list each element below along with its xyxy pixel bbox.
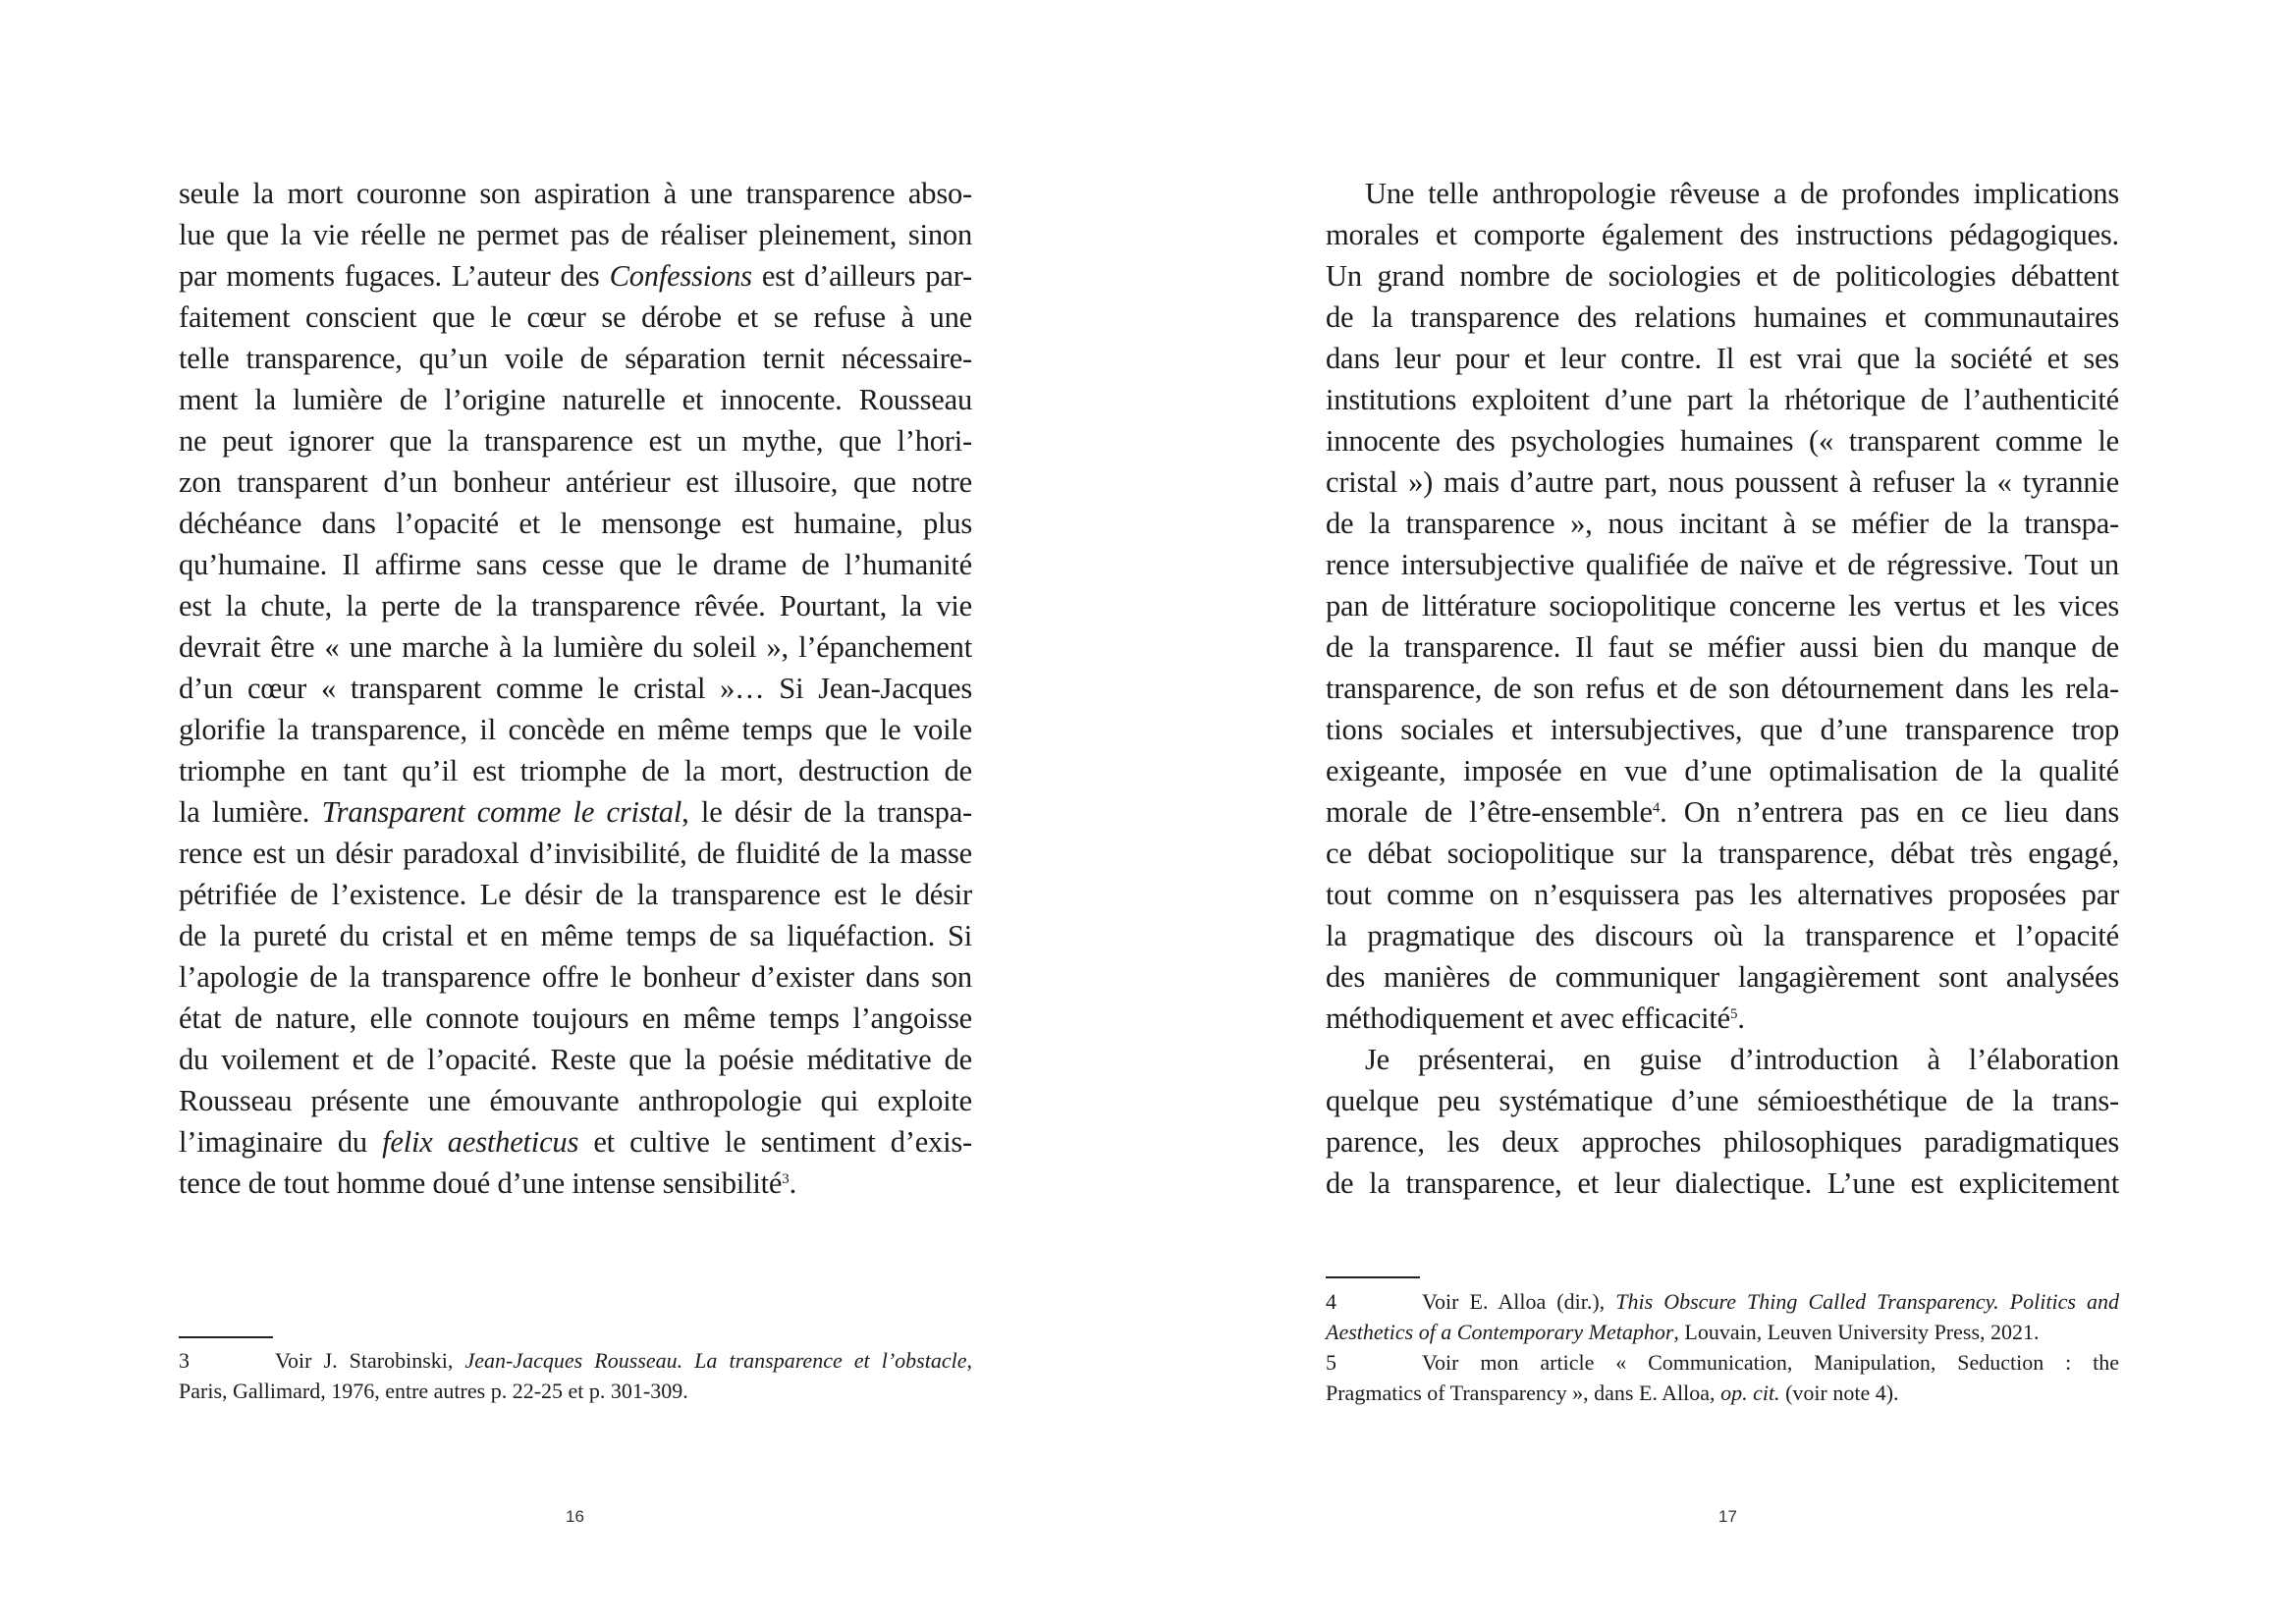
text-line: cristal ») mais d’autre part, nous poussent à refuser la « tyrannie bbox=[1326, 465, 2119, 499]
text-line: tout comme on n’esquissera pas les alternatives proposées par bbox=[1326, 878, 2119, 911]
footnote-number: 3 bbox=[179, 1348, 190, 1373]
footnote-line: 4 Voir E. Alloa (dir.), This Obscure Thing Called Transparency. Politics and bbox=[1326, 1286, 2119, 1317]
footnote-number: 5 bbox=[1326, 1350, 1336, 1375]
text-line: lue que la vie réelle ne permet pas de réaliser pleinement, sinon bbox=[179, 218, 972, 251]
text-line: de la transparence. Il faut se méfier aussi bien du manque de bbox=[1326, 630, 2119, 664]
text-line: du voilement et de l’opacité. Reste que la poésie méditative de bbox=[179, 1043, 972, 1076]
text-line: par moments fugaces. L’auteur des Confessions est d’ailleurs par- bbox=[179, 259, 972, 293]
footnote-line: 5 Voir mon article « Communication, Manipulation, Seduction : the bbox=[1326, 1347, 2119, 1378]
text-line: de la pureté du cristal et en même temps de sa liquéfaction. Si bbox=[179, 919, 972, 952]
text-line: ment la lumière de l’origine naturelle et innocente. Rousseau bbox=[179, 383, 972, 416]
text-line: glorifie la transparence, il concède en même temps que le voile bbox=[179, 713, 972, 746]
text-line: est la chute, la perte de la transparence rêvée. Pourtant, la vie bbox=[179, 589, 972, 623]
right-body-text bbox=[1326, 173, 2119, 1204]
right-page bbox=[1145, 0, 2289, 1624]
text-line: de la transparence, et leur dialectique. L’une est explicitement bbox=[1326, 1166, 2119, 1200]
text-line: faitement conscient que le cœur se dérobe et se refuse à une bbox=[179, 300, 972, 334]
text-line: quelque peu systématique d’une sémioesthétique de la trans- bbox=[1326, 1084, 2119, 1117]
text-line: de la transparence », nous incitant à se méfier de la transpa- bbox=[1326, 507, 2119, 540]
footnote-separator bbox=[1326, 1276, 1420, 1278]
italic-text: op. cit. bbox=[1720, 1380, 1780, 1405]
italic-text: Jean-Jacques Rousseau. La transparence et l’obstacle bbox=[464, 1348, 967, 1373]
text-line: morale de l’être-ensemble$^4$. On n’entrera pas en ce lieu dans bbox=[1326, 795, 2119, 829]
text-line: telle transparence, qu’un voile de séparation ternit nécessaire- bbox=[179, 342, 972, 375]
text-line: Une telle anthropologie rêveuse a de profondes implications bbox=[1365, 177, 2119, 210]
text-line: déchéance dans l’opacité et le mensonge est humaine, plus bbox=[179, 507, 972, 540]
page-number: 17 bbox=[1718, 1507, 1737, 1526]
text-line: triomphe en tant qu’il est triomphe de la mort, destruction de bbox=[179, 754, 972, 787]
footnote-separator bbox=[179, 1336, 273, 1338]
text-line: rence intersubjective qualifiée de naïve et de régressive. Tout un bbox=[1326, 548, 2119, 581]
text-line: des manières de communiquer langagièrement sont analysées bbox=[1326, 960, 2119, 994]
text-line: ce débat sociopolitique sur la transparence, débat très engagé, bbox=[1326, 837, 2119, 870]
text-line: institutions exploitent d’une part la rhétorique de l’authenticité bbox=[1326, 383, 2119, 416]
italic-text: This Obscure Thing Called Transparency. Politics and bbox=[1615, 1289, 2119, 1314]
text-line: l’apologie de la transparence offre le bonheur d’exister dans son bbox=[179, 960, 972, 994]
text-line: l’imaginaire du felix aestheticus et cultive le sentiment d’exis- bbox=[179, 1125, 972, 1159]
footnote bbox=[1326, 1347, 2119, 1408]
text-line: état de nature, elle connote toujours en même temps l’angoisse bbox=[179, 1001, 972, 1035]
text-line: zon transparent d’un bonheur antérieur est illusoire, que notre bbox=[179, 465, 972, 499]
left-body-text bbox=[179, 173, 972, 1204]
text-line: d’un cœur « transparent comme le cristal »… Si Jean-Jacques bbox=[179, 672, 972, 705]
italic-text: Aesthetics of a Contemporary Metaphor bbox=[1326, 1320, 1674, 1344]
footnote bbox=[179, 1345, 972, 1406]
footnote-line: 3 Voir J. Starobinski, Jean-Jacques Rousseau. La transparence et l’obstacle, bbox=[179, 1345, 972, 1376]
left-page bbox=[0, 0, 1144, 1624]
text-line: la pragmatique des discours où la transparence et l’opacité bbox=[1326, 919, 2119, 952]
text-line: exigeante, imposée en vue d’une optimalisation de la qualité bbox=[1326, 754, 2119, 787]
text-line: pétrifiée de l’existence. Le désir de la transparence est le désir bbox=[179, 878, 972, 911]
footnote bbox=[1326, 1286, 2119, 1347]
footnote-line: Aesthetics of a Contemporary Metaphor, Louvain, Leuven University Press, 2021. bbox=[1326, 1320, 2040, 1344]
left-footnotes bbox=[179, 1345, 972, 1406]
italic-text: Transparent comme le cristal bbox=[321, 795, 682, 829]
footnote-reference[interactable]: 5 bbox=[1730, 1006, 1738, 1022]
text-line: Un grand nombre de sociologies et de politicologies débattent bbox=[1326, 259, 2119, 293]
text-line: rence est un désir paradoxal d’invisibilité, de fluidité de la masse bbox=[179, 837, 972, 870]
text-line: méthodiquement et avec efficacité$^5$. bbox=[1326, 1001, 1745, 1035]
text-line: ne peut ignorer que la transparence est un mythe, que l’hori- bbox=[179, 424, 972, 458]
italic-text: Confessions bbox=[609, 259, 752, 293]
page-number: 16 bbox=[566, 1507, 584, 1526]
footnote-line: Paris, Gallimard, 1976, entre autres p. 22-25 et p. 301-309. bbox=[179, 1379, 688, 1403]
text-line: innocente des psychologies humaines (« transparent comme le bbox=[1326, 424, 2119, 458]
text-line: seule la mort couronne son aspiration à une transparence abso- bbox=[179, 177, 972, 210]
text-line: qu’humaine. Il affirme sans cesse que le drame de l’humanité bbox=[179, 548, 972, 581]
text-line: transparence, de son refus et de son détournement dans les rela- bbox=[1326, 672, 2119, 705]
text-line: Je présenterai, en guise d’introduction à l’élaboration bbox=[1365, 1043, 2119, 1076]
footnote-reference[interactable]: 3 bbox=[782, 1171, 790, 1187]
text-line: tence de tout homme doué d’une intense sensibilité$^3$. bbox=[179, 1166, 796, 1200]
text-line: pan de littérature sociopolitique concerne les vertus et les vices bbox=[1326, 589, 2119, 623]
text-line: morales et comporte également des instructions pédagogiques. bbox=[1326, 218, 2119, 251]
text-line: parence, les deux approches philosophiques paradigmatiques bbox=[1326, 1125, 2119, 1159]
italic-text: felix aestheticus bbox=[382, 1125, 579, 1159]
text-line: tions sociales et intersubjectives, que d’une transparence trop bbox=[1326, 713, 2119, 746]
footnote-reference[interactable]: 4 bbox=[1652, 800, 1661, 816]
text-line: devrait être « une marche à la lumière du soleil », l’épanchement bbox=[179, 630, 972, 664]
text-line: Rousseau présente une émouvante anthropologie qui exploite bbox=[179, 1084, 972, 1117]
text-line: dans leur pour et leur contre. Il est vrai que la société et ses bbox=[1326, 342, 2119, 375]
text-line: de la transparence des relations humaines et communautaires bbox=[1326, 300, 2119, 334]
text-line: la lumière. Transparent comme le cristal, le désir de la transpa- bbox=[179, 795, 973, 829]
footnote-number: 4 bbox=[1326, 1289, 1336, 1314]
footnote-line: Pragmatics of Transparency », dans E. Alloa, op. cit. (voir note 4). bbox=[1326, 1380, 1899, 1405]
right-footnotes bbox=[1326, 1286, 2119, 1408]
